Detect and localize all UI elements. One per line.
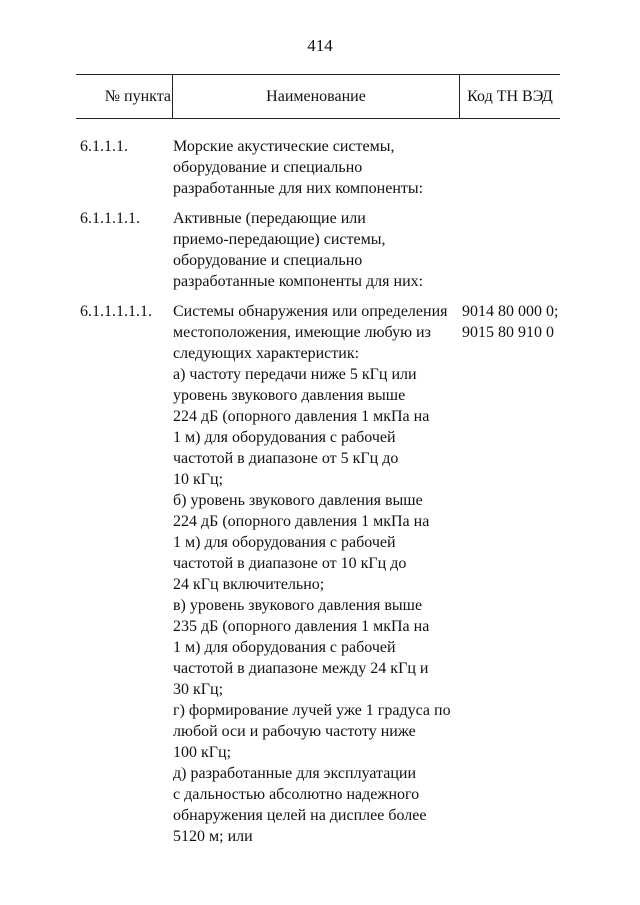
description-line: частотой в диапазоне от 10 кГц до — [173, 555, 407, 572]
customs-codes — [462, 301, 558, 343]
description-line: частотой в диапазоне от 5 кГц до — [173, 450, 399, 467]
description-line: обнаружения целей на дисплее более — [173, 807, 427, 824]
description-line: 1 м) для оборудования с рабочей — [173, 534, 396, 551]
header-customs-code: Код ТН ВЭД — [467, 88, 553, 105]
description-line: 1 м) для оборудования с рабочей — [173, 429, 396, 446]
description-line: следующих характеристик: — [173, 345, 360, 362]
description-line: местоположения, имеющие любую из — [173, 324, 431, 341]
description-line: а) частоту передачи ниже 5 кГц или — [173, 366, 417, 383]
description-line: Системы обнаружения или определения — [173, 303, 448, 320]
table-header — [76, 74, 560, 119]
description-line: б) уровень звукового давления выше — [173, 492, 423, 509]
description-line: оборудование и специально — [173, 159, 363, 176]
item-description — [173, 208, 463, 292]
description-line: 5120 м; или — [173, 828, 253, 845]
description-line: 30 кГц; — [173, 681, 224, 698]
header-item-number: № пункта — [104, 88, 171, 105]
customs-code: 9015 80 910 0 — [462, 324, 554, 341]
description-line: частотой в диапазоне между 24 кГц и — [173, 660, 429, 677]
description-line: 224 дБ (опорного давления 1 мкПа на — [173, 408, 430, 425]
description-line: 10 кГц; — [173, 471, 224, 488]
description-line: разработанные компоненты для них: — [173, 273, 424, 290]
description-line: уровень звукового давления выше — [173, 387, 406, 404]
description-line: 24 кГц включительно; — [173, 576, 325, 593]
page-number: 414 — [307, 36, 333, 55]
item-description — [173, 136, 463, 199]
header-name: Наименование — [172, 75, 460, 118]
item-number: 6.1.1.1.1.1. — [80, 303, 152, 320]
description-line: Морские акустические системы, — [173, 138, 395, 155]
item-description — [173, 301, 463, 847]
description-line: приемо-передающие) системы, — [173, 231, 386, 248]
description-line: с дальностью абсолютно надежного — [173, 786, 420, 803]
description-line: 1 м) для оборудования с рабочей — [173, 639, 396, 656]
description-line: 235 дБ (опорного давления 1 мкПа на — [173, 618, 430, 635]
description-line: Активные (передающие или — [173, 210, 366, 227]
description-line: д) разработанные для эксплуатации — [173, 765, 417, 782]
item-number: 6.1.1.1. — [80, 138, 128, 155]
description-line: г) формирование лучей уже 1 градуса по — [173, 702, 451, 719]
description-line: 100 кГц; — [173, 744, 232, 761]
description-line: оборудование и специально — [173, 252, 363, 269]
description-line: в) уровень звукового давления выше — [173, 597, 423, 614]
item-number: 6.1.1.1.1. — [80, 210, 140, 227]
customs-code: 9014 80 000 0; — [462, 303, 559, 320]
description-line: 224 дБ (опорного давления 1 мкПа на — [173, 513, 430, 530]
description-line: любой оси и рабочую частоту ниже — [173, 723, 416, 740]
description-line: разработанные для них компоненты: — [173, 180, 424, 197]
